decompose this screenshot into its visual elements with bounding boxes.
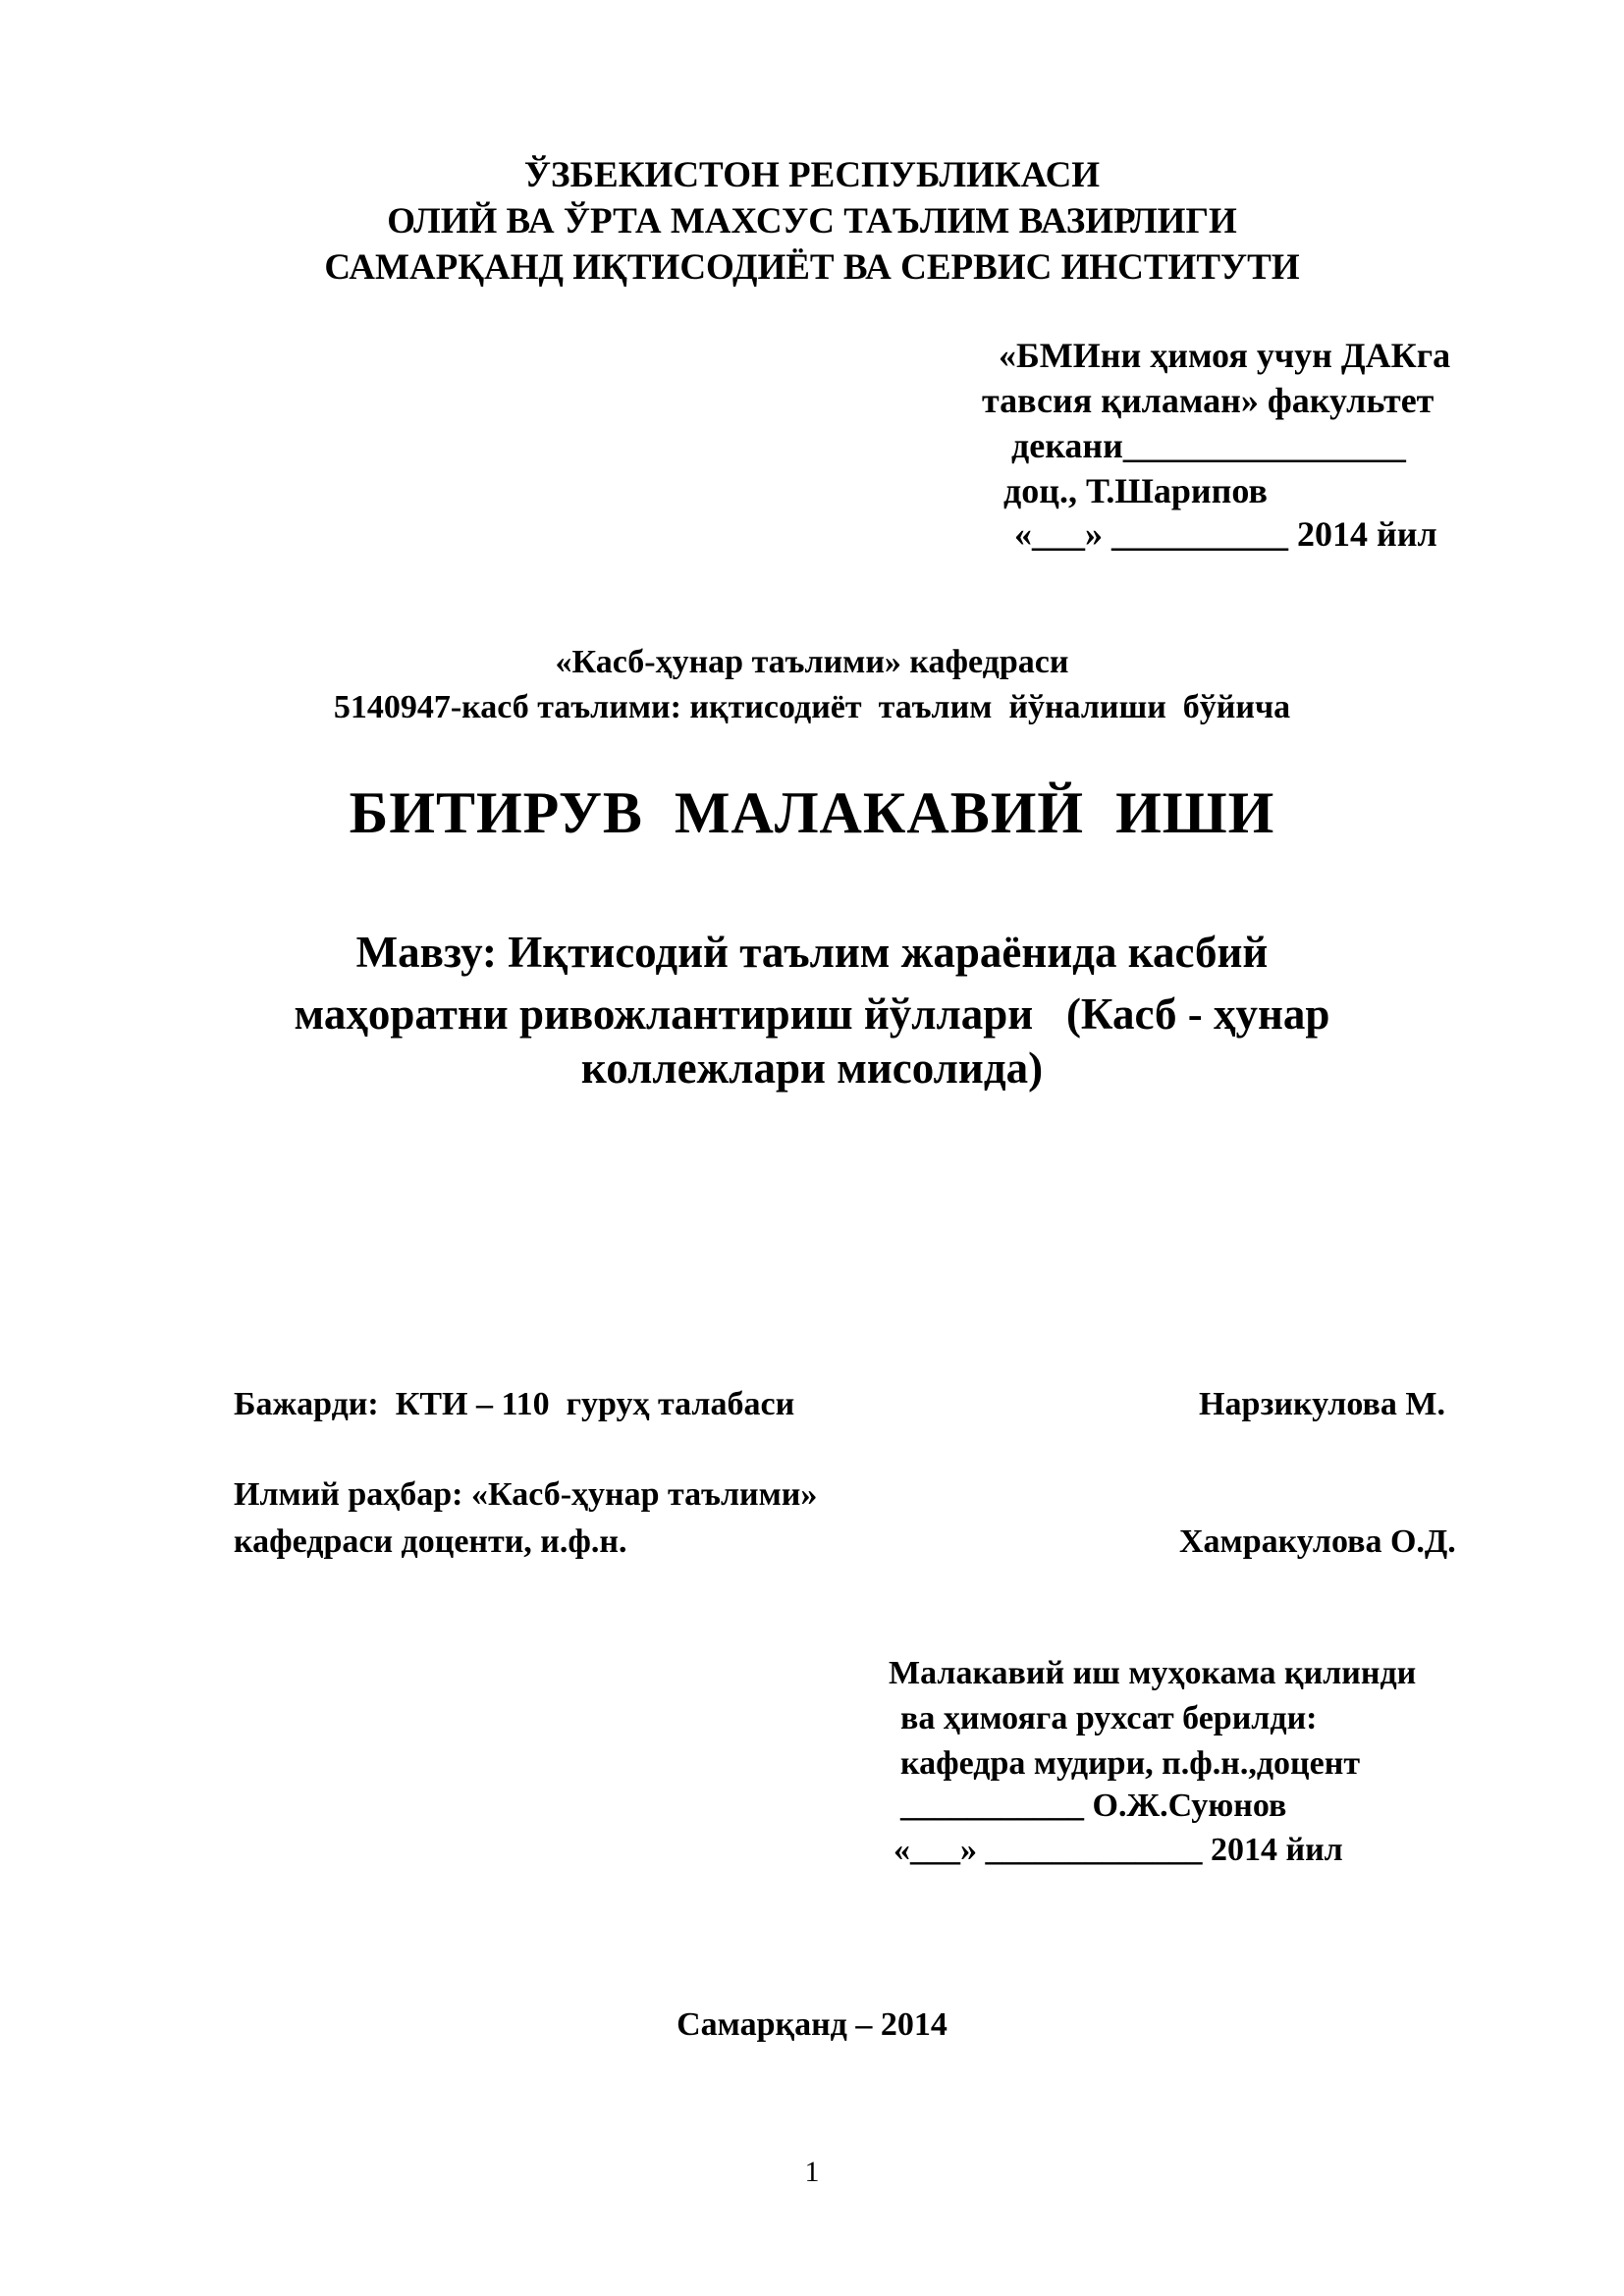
head-approval-line-4: ___________ О.Ж.Суюнов xyxy=(900,1788,1287,1824)
head-approval-line-1: Малакавий иш муҳокама қилинди xyxy=(889,1655,1417,1691)
country-name: ЎЗБЕКИСТОН РЕСПУБЛИКАСИ xyxy=(523,155,1101,195)
institute-name: САМАРҚАНД ИҚТИСОДИЁТ ВА СЕРВИС ИНСТИТУТИ xyxy=(324,247,1300,288)
topic-line-1: Мавзу: Иқтисодий таълим жараёнида касбий xyxy=(355,928,1269,977)
dean-approval-line-5: «___» __________ 2014 йил xyxy=(1014,514,1437,554)
head-approval-line-2: ва ҳимояга рухсат берилди: xyxy=(900,1700,1318,1736)
supervisor-name: Хамракулова О.Д. xyxy=(1179,1523,1456,1560)
supervisor-label-line-1: Илмий раҳбар: «Касб-ҳунар таълими» xyxy=(234,1476,818,1513)
dean-approval-line-1: «БМИни ҳимоя учун ДАКга xyxy=(999,336,1451,375)
dean-approval-line-3: декани________________ xyxy=(1011,426,1406,465)
page-number: 1 xyxy=(804,2156,820,2188)
topic-line-3: коллежлари мисолида) xyxy=(580,1043,1044,1093)
supervisor-label-line-2: кафедраси доценти, и.ф.н. xyxy=(234,1523,627,1560)
performer-label: Бажарди: КТИ – 110 гуруҳ талабаси xyxy=(234,1386,795,1422)
place-and-year: Самарқанд – 2014 xyxy=(677,2006,947,2043)
dean-approval-line-4: доц., Т.Шарипов xyxy=(1003,471,1268,510)
topic-line-2: маҳоратни ривожлантириш йўллари (Касб - ҳунар xyxy=(294,989,1330,1039)
ministry-name: ОЛИЙ ВА ЎРТА МАХСУС ТАЪЛИМ ВАЗИРЛИГИ xyxy=(387,201,1237,241)
dean-approval-line-2: тавсия қиламан» факультет xyxy=(982,381,1435,420)
head-approval-line-3: кафедра мудири, п.ф.н.,доцент xyxy=(900,1745,1361,1782)
head-approval-line-5: «___» _____________ 2014 йил xyxy=(893,1832,1343,1868)
specialty-line: 5140947-касб таълими: иқтисодиёт таълим йўналиши бўйича xyxy=(333,689,1291,725)
performer-name: Нарзикулова М. xyxy=(1199,1386,1445,1422)
department-name: «Касб-ҳунар таълими» кафедраси xyxy=(555,644,1069,680)
document-title: БИТИРУВ МАЛАКАВИЙ ИШИ xyxy=(349,780,1275,845)
